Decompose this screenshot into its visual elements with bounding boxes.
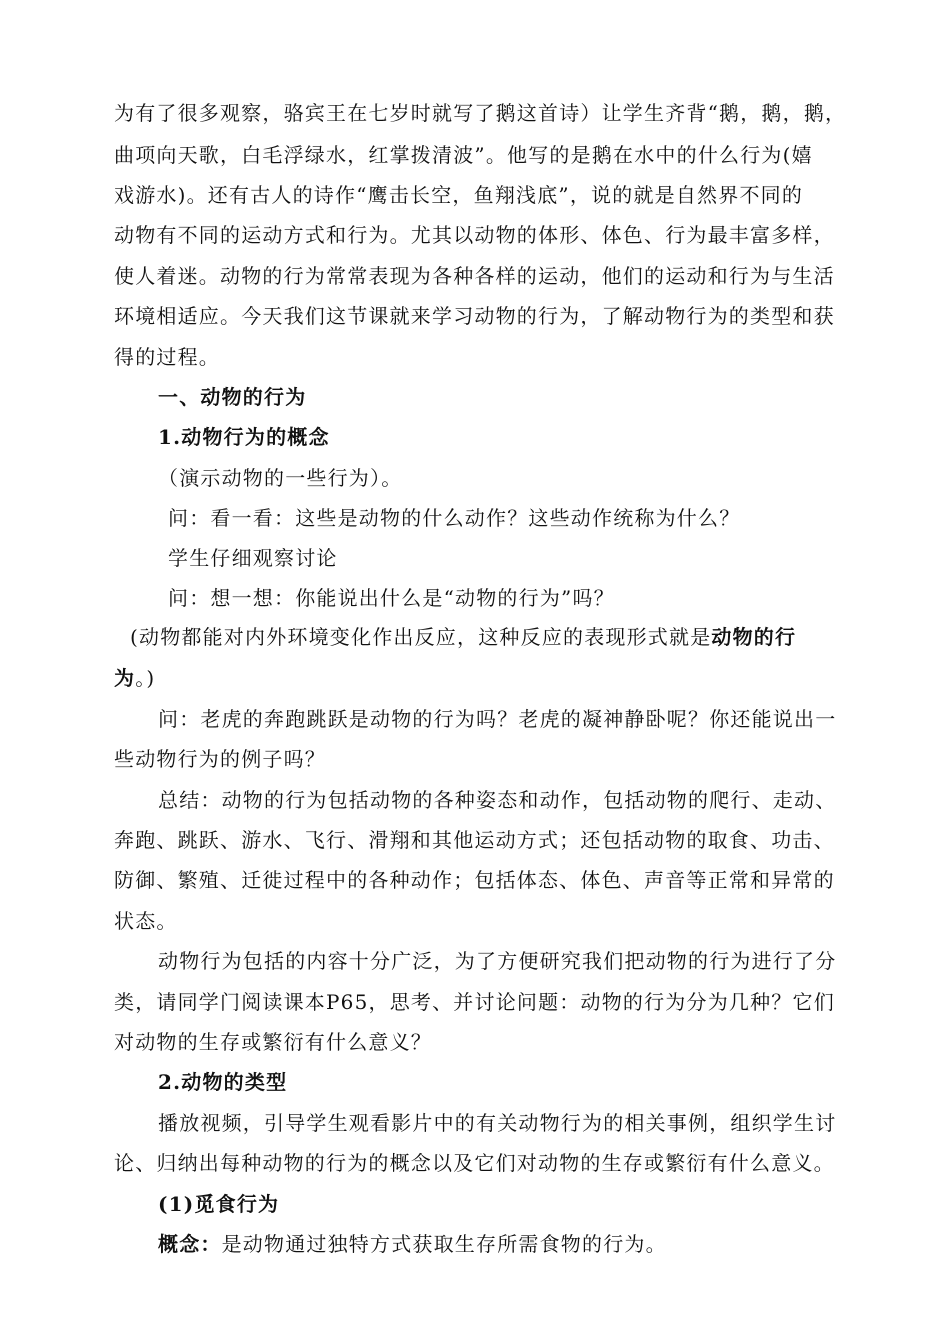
paragraph-line: 播放视频，引导学生观看影片中的有关动物行为的相关事例，组织学生讨	[158, 1111, 837, 1135]
item-heading: (1)觅食行为	[158, 1192, 280, 1216]
question-line: 问：想一想：你能说出什么是“动物的行为”吗？	[168, 586, 615, 610]
paragraph-line: 动物行为包括的内容十分广泛，为了方便研究我们把动物的行为进行了分	[158, 949, 837, 973]
concept-text: 是动物通过独特方式获取生存所需食物的行为。	[221, 1232, 667, 1256]
answer-text: 。)	[135, 666, 156, 690]
demo-note: （演示动物的一些行为）。	[158, 466, 403, 490]
question-line: 些动物行为的例子吗？	[114, 747, 326, 771]
answer-bold-term: 为	[114, 666, 136, 690]
paragraph-line: 曲项向天歌，白毛浮绿水，红掌拨清波”。他写的是鹅在水中的什么行为(嬉	[114, 143, 813, 167]
paragraph-line: 论、归纳出每种动物的行为的概念以及它们对动物的生存或繁衍有什么意义。	[114, 1151, 835, 1175]
subsection-heading: 2.动物的类型	[158, 1070, 288, 1094]
concept-label: 概念：	[158, 1232, 222, 1256]
summary-line: 总结：动物的行为包括动物的各种姿态和动作，包括动物的爬行、走动、	[158, 788, 837, 812]
paragraph-line: 为有了很多观察，骆宾王在七岁时就写了鹅这首诗）让学生齐背“鹅，鹅，鹅，	[114, 101, 847, 125]
answer-text: (动物都能对内外环境变化作出反应，这种反应的表现形式就是	[130, 625, 712, 649]
concept-line	[158, 1231, 667, 1257]
section-heading: 一、动物的行为	[158, 385, 307, 409]
paragraph-line: 动物有不同的运动方式和行为。尤其以动物的体形、体色、行为最丰富多样，	[114, 223, 835, 247]
paragraph-line: 得的过程。	[114, 345, 220, 369]
question-line: 问：老虎的奔跑跳跃是动物的行为吗？老虎的凝神静卧呢？你还能说出一	[158, 707, 837, 731]
summary-line: 状态。	[114, 909, 178, 933]
subsection-heading: 1.动物行为的概念	[158, 425, 330, 449]
answer-bold-term: 动物的行	[711, 625, 797, 649]
answer-line	[130, 624, 796, 650]
paragraph-line: 使人着迷。动物的行为常常表现为各种各样的运动，他们的运动和行为与生活	[114, 264, 835, 288]
student-activity: 学生仔细观察讨论	[168, 546, 338, 570]
summary-line: 防御、繁殖、迁徙过程中的各种动作；包括体态、体色、声音等正常和异常的	[114, 868, 835, 892]
paragraph-line: 类，请同学门阅读课本P65，思考、并讨论问题：动物的行为分为几种？它们	[114, 990, 835, 1014]
summary-line: 奔跑、跳跃、游水、飞行、滑翔和其他运动方式；还包括动物的取食、功击、	[114, 828, 835, 852]
paragraph-line: 环境相适应。今天我们这节课就来学习动物的行为，了解动物行为的类型和获	[114, 304, 835, 328]
paragraph-line: 戏游水)。还有古人的诗作“鹰击长空，鱼翔浅底”，说的就是自然界不同的	[114, 183, 804, 207]
question-line: 问：看一看：这些是动物的什么动作？这些动作统称为什么？	[168, 506, 741, 530]
paragraph-line: 对动物的生存或繁衍有什么意义？	[114, 1030, 432, 1054]
answer-line	[114, 665, 155, 691]
